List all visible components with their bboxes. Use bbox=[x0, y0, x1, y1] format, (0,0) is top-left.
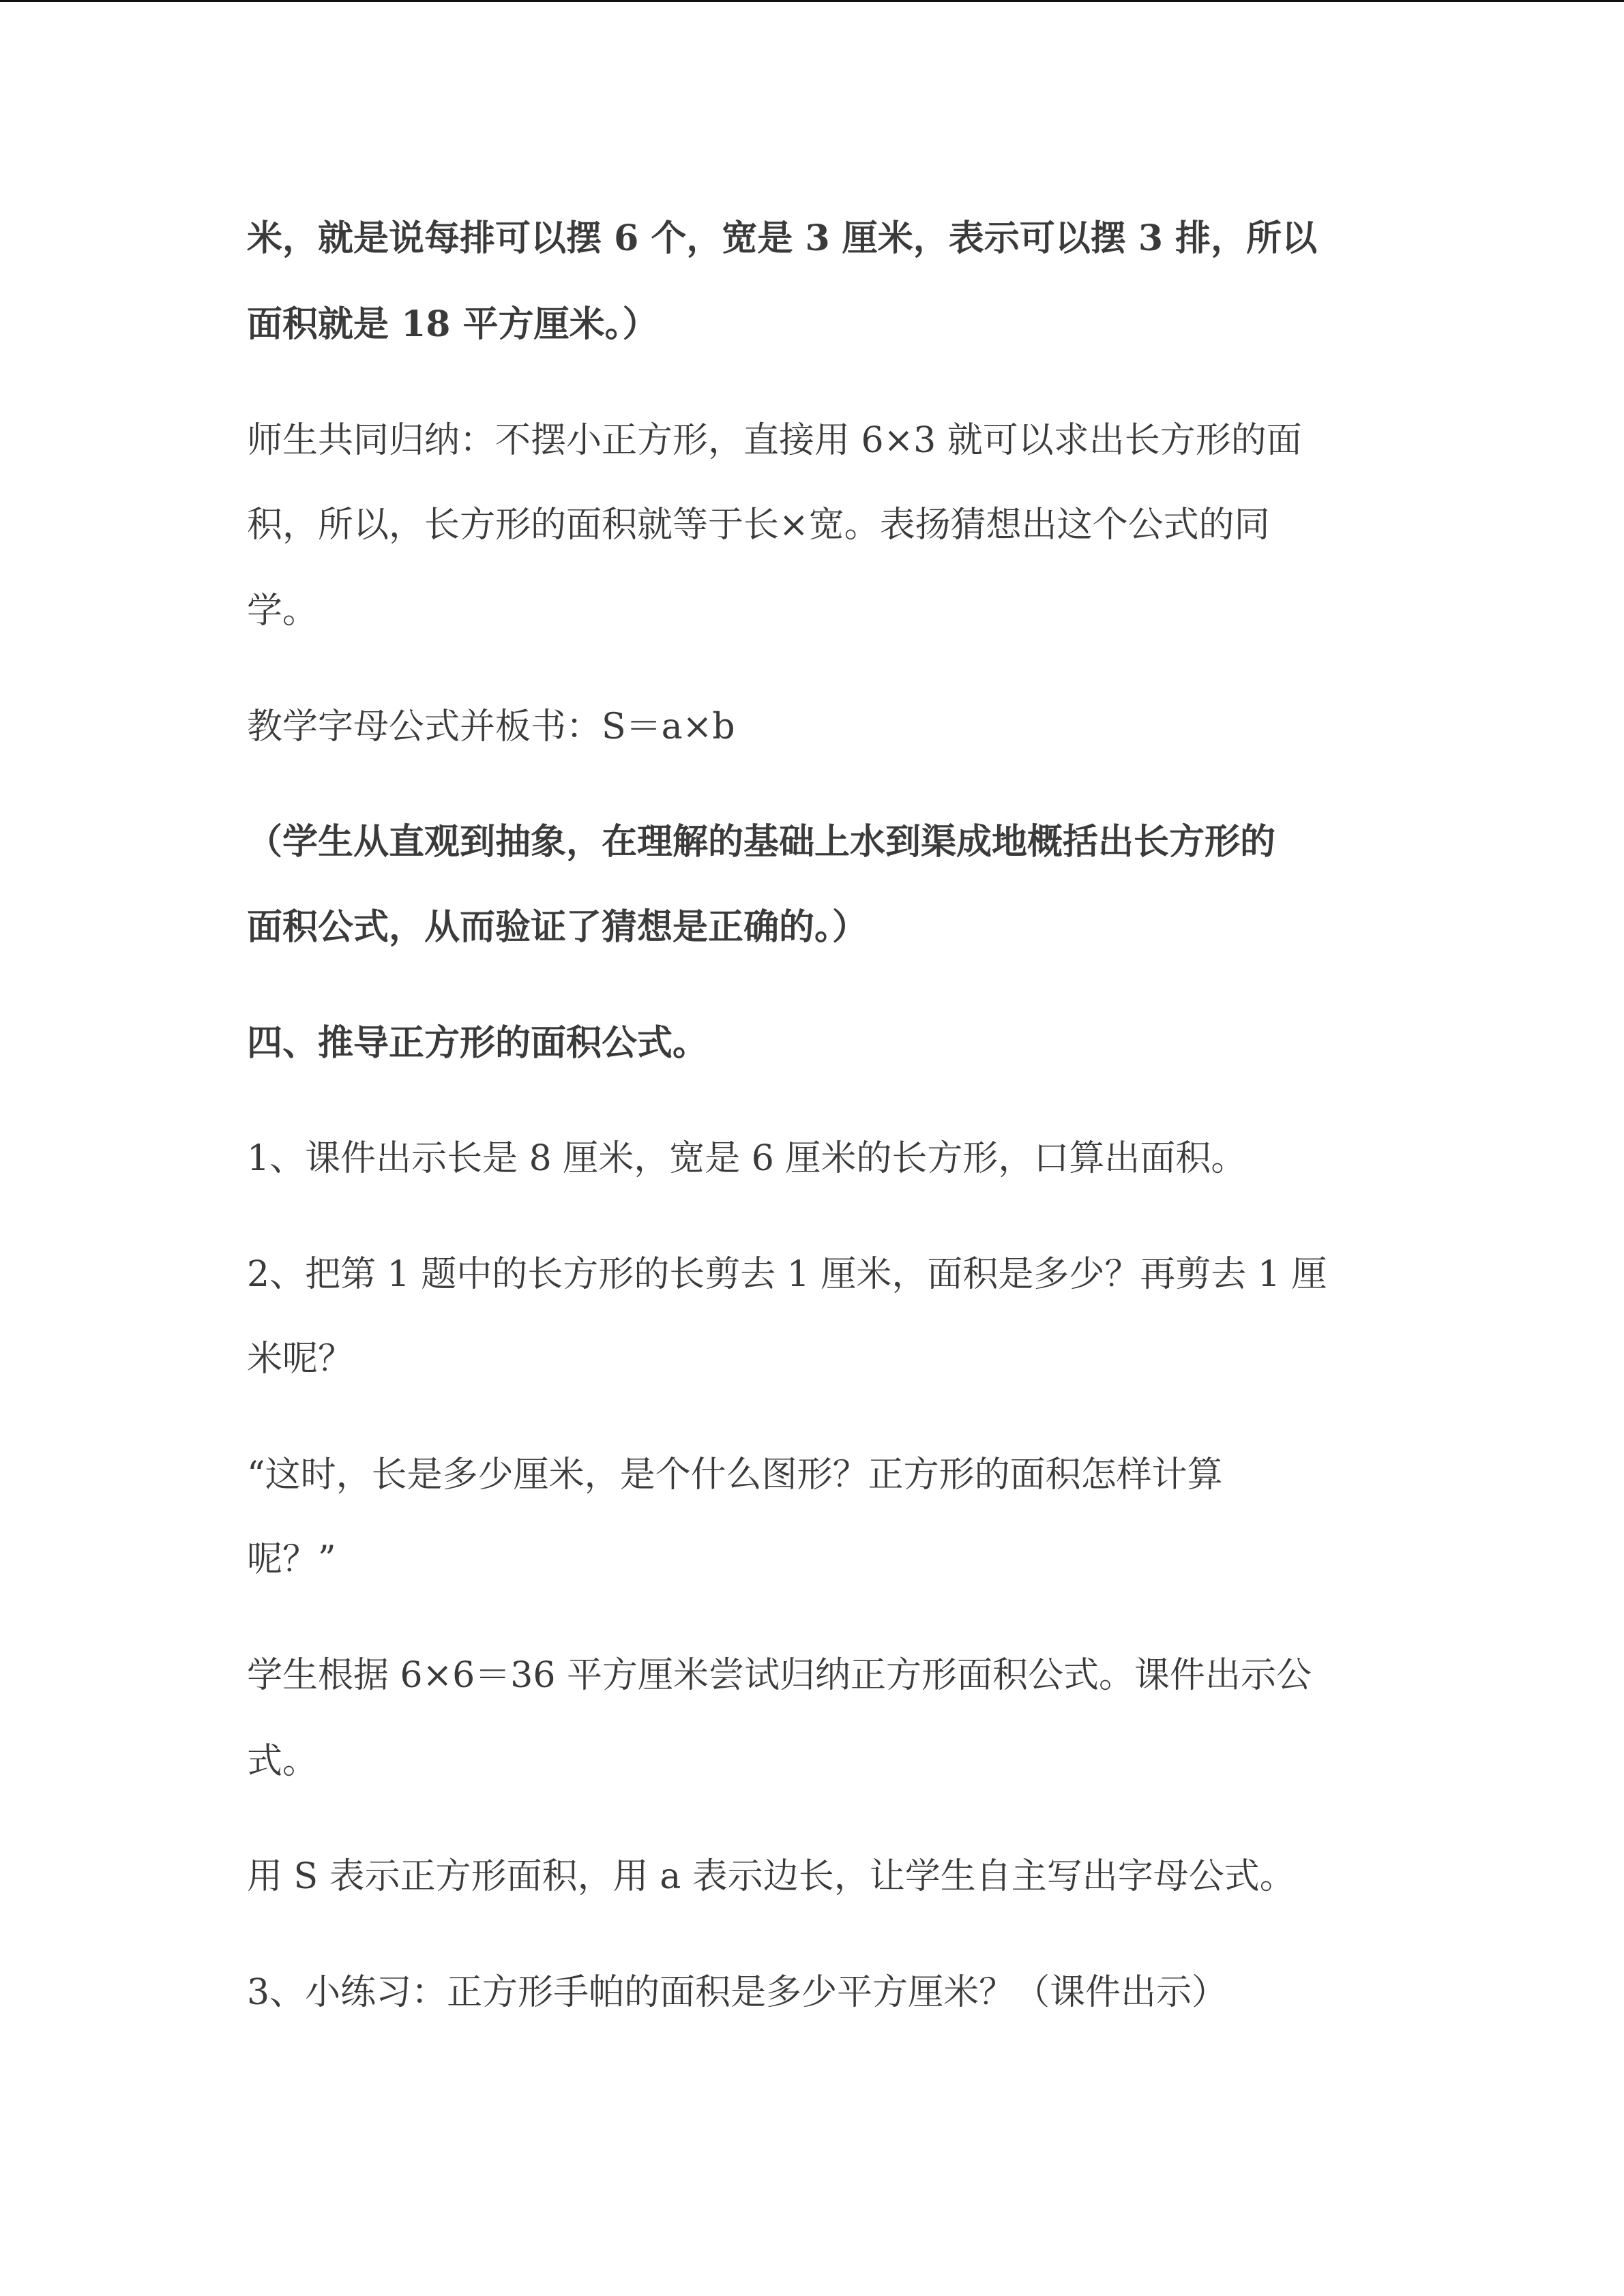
paragraph-line: 1、课件出示长是 8 厘米，宽是 6 厘米的长方形，口算出面积。 bbox=[247, 1138, 1247, 1179]
paragraph-line: 呢？” bbox=[247, 1539, 336, 1580]
page-top-border bbox=[0, 0, 1624, 2]
paragraph-line: 式。 bbox=[247, 1741, 319, 1782]
paragraph-line: 面积就是 18 平方厘米。） bbox=[247, 303, 658, 345]
section-heading: 四、推导正方形的面积公式。 bbox=[247, 1022, 709, 1064]
paragraph-line: 教学字母公式并板书：S＝a×b bbox=[247, 706, 735, 747]
paragraph-line: 米呢？ bbox=[247, 1339, 354, 1380]
paragraph-line: （学生从直观到抽象，在理解的基础上水到渠成地概括出长方形的 bbox=[247, 821, 1276, 863]
paragraph-line: 积，所以，长方形的面积就等于长×宽。表扬猜想出这个公式的同 bbox=[247, 505, 1270, 546]
paragraph-line: 学生根据 6×6＝36 平方厘米尝试归纳正方形面积公式。课件出示公 bbox=[247, 1655, 1312, 1696]
paragraph-line: 学。 bbox=[247, 591, 319, 631]
paragraph-line: 用 S 表示正方形面积，用 a 表示边长，让学生自主写出字母公式。 bbox=[247, 1856, 1295, 1897]
paragraph-line: 师生共同归纳：不摆小正方形，直接用 6×3 就可以求出长方形的面 bbox=[247, 420, 1302, 461]
paragraph-line: 面积公式，从而验证了猜想是正确的。） bbox=[247, 906, 868, 948]
paragraph-line: 3、小练习：正方形手帕的面积是多少平方厘米？（课件出示） bbox=[247, 1972, 1228, 2013]
paragraph-line: 2、把第 1 题中的长方形的长剪去 1 厘米，面积是多少？再剪去 1 厘 bbox=[247, 1254, 1327, 1295]
paragraph-line: “这时，长是多少厘米，是个什么图形？正方形的面积怎样计算 bbox=[247, 1455, 1223, 1495]
paragraph-line: 米，就是说每排可以摆 6 个，宽是 3 厘米，表示可以摆 3 排，所以 bbox=[247, 218, 1318, 259]
